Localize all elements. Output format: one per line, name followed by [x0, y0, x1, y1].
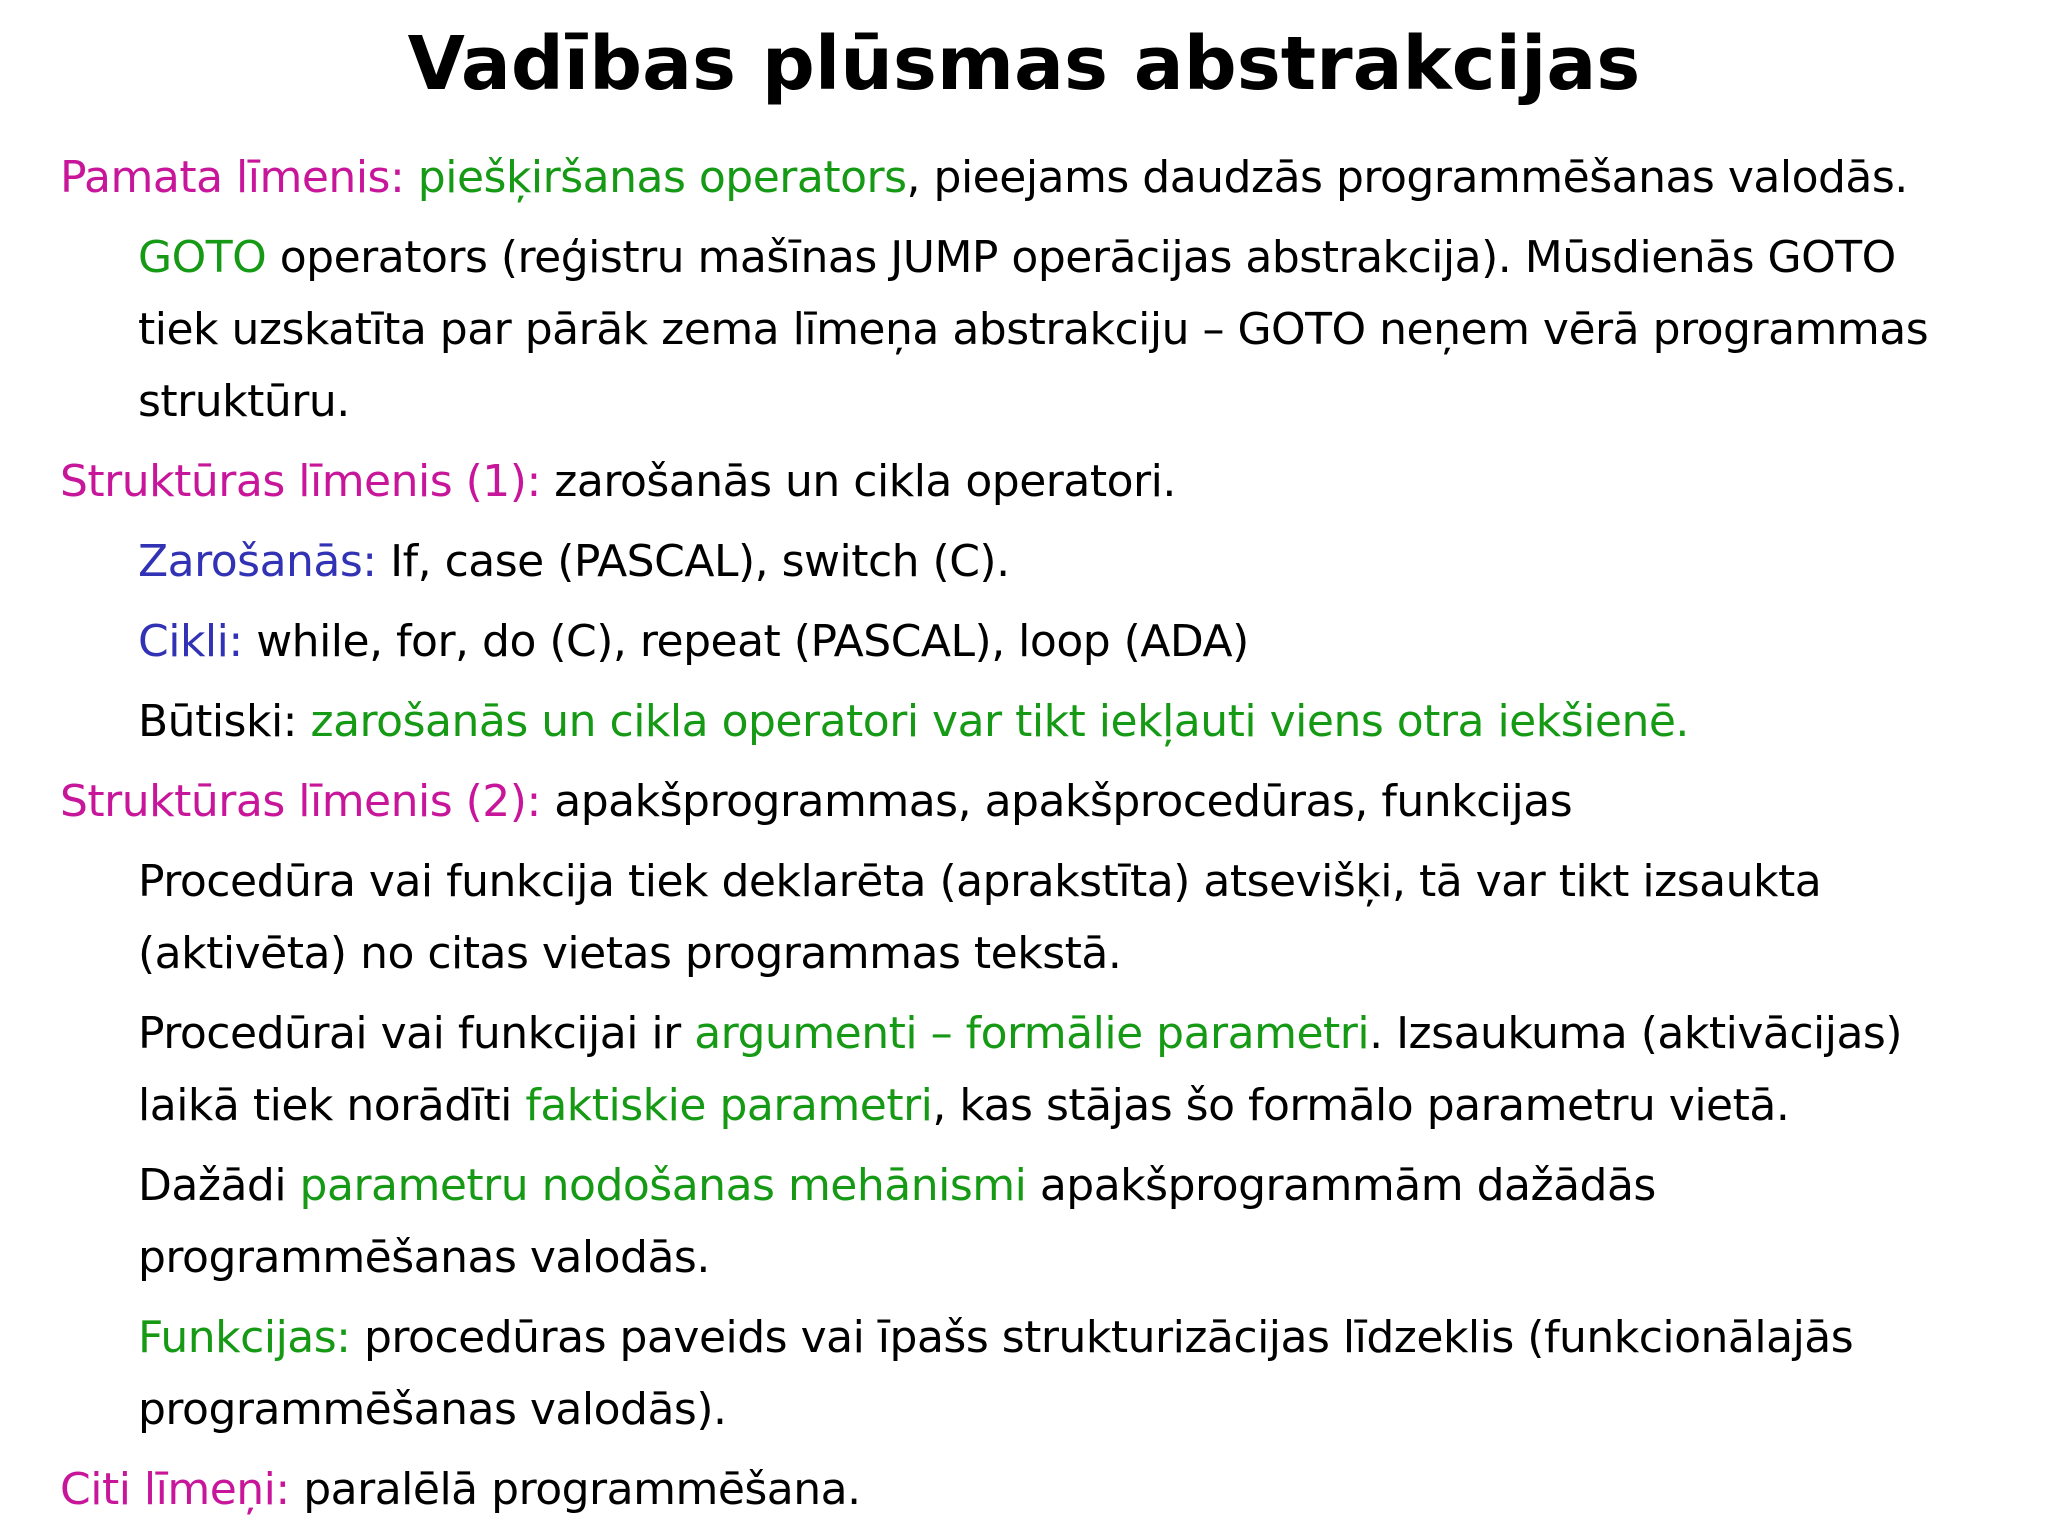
body-text: zarošanās un cikla operatori.: [540, 456, 1176, 507]
level-heading: Citi līmeņi:: [60, 1464, 290, 1515]
body-text: Dažādi: [138, 1160, 300, 1211]
term-highlight: zarošanās un cikla operatori var tikt iekļauti viens otra iekšienē.: [297, 696, 1689, 747]
subbullet-branching: [138, 534, 1010, 590]
body-text: procedūras paveids vai īpašs strukturizācijas līdzeklis (funkcionālajās: [350, 1312, 1854, 1363]
term-label: Zarošanās:: [138, 536, 377, 587]
term-highlight: faktiskie parametri: [525, 1080, 933, 1131]
body-text: while, for, do (C), repeat (PASCAL), loop (ADA): [242, 616, 1249, 667]
subbullet-loops: [138, 614, 1249, 670]
subbullet-functions-line1: [138, 1310, 1853, 1366]
body-text: . Izsaukuma (aktivācijas): [1369, 1008, 1903, 1059]
term-highlight: parametru nodošanas mehānismi: [299, 1160, 1027, 1211]
bullet-structure-level-2: [60, 774, 1572, 830]
term-label: Cikli:: [138, 616, 243, 667]
body-text: programmēšanas valodās).: [138, 1384, 727, 1435]
level-heading: Struktūras līmenis (1):: [60, 456, 541, 507]
body-text: tiek uzskatīta par pārāk zema līmeņa abstrakciju – GOTO neņem vērā programmas: [138, 304, 1929, 355]
body-text: struktūru.: [138, 376, 350, 427]
bullet-structure-level-1: [60, 454, 1176, 510]
body-text: operators (reģistru mašīnas JUMP operācijas abstrakcija). Mūsdienās GOTO: [266, 232, 1896, 283]
subbullet-essential: [138, 694, 1689, 750]
subbullet-procedure-line2: [138, 926, 1121, 982]
body-text: paralēlā programmēšana.: [289, 1464, 861, 1515]
subbullet-arguments-line1: [138, 1006, 1902, 1062]
term-label: Funkcijas:: [138, 1312, 351, 1363]
term-highlight: GOTO: [138, 232, 267, 283]
body-text: laikā tiek norādīti: [138, 1080, 526, 1131]
body-text: programmēšanas valodās.: [138, 1232, 710, 1283]
body-text: , kas stājas šo formālo parametru vietā.: [932, 1080, 1790, 1131]
level-heading: Struktūras līmenis (2):: [60, 776, 541, 827]
body-text: Būtiski:: [138, 696, 298, 747]
subbullet-goto-line2: [138, 302, 1928, 358]
subbullet-mechanisms-line1: [138, 1158, 1656, 1214]
subbullet-goto-line3: [138, 374, 350, 430]
term-highlight: argumenti – formālie parametri: [694, 1008, 1370, 1059]
term-highlight: piešķiršanas operators: [417, 152, 907, 203]
subbullet-mechanisms-line2: [138, 1230, 710, 1286]
subbullet-arguments-line2: [138, 1078, 1789, 1134]
body-text: apakšprogrammām dažādās: [1026, 1160, 1656, 1211]
bullet-other-levels: [60, 1462, 861, 1518]
body-text: apakšprogrammas, apakšprocedūras, funkcijas: [540, 776, 1573, 827]
body-text: Procedūrai vai funkcijai ir: [138, 1008, 695, 1059]
body-text: If, case (PASCAL), switch (C).: [376, 536, 1010, 587]
subbullet-goto-line1: [138, 230, 1896, 286]
bullet-basic-level: [60, 150, 1908, 206]
body-text: , pieejams daudzās programmēšanas valodās.: [906, 152, 1908, 203]
subbullet-procedure-line1: [138, 854, 1821, 910]
level-heading: Pamata līmenis:: [60, 152, 405, 203]
slide-title: Vadības plūsmas abstrakcijas: [407, 21, 1641, 107]
body-text: Procedūra vai funkcija tiek deklarēta (aprakstīta) atsevišķi, tā var tikt izsaukta: [138, 856, 1822, 907]
body-text: (aktivēta) no citas vietas programmas tekstā.: [138, 928, 1122, 979]
subbullet-functions-line2: [138, 1382, 727, 1438]
